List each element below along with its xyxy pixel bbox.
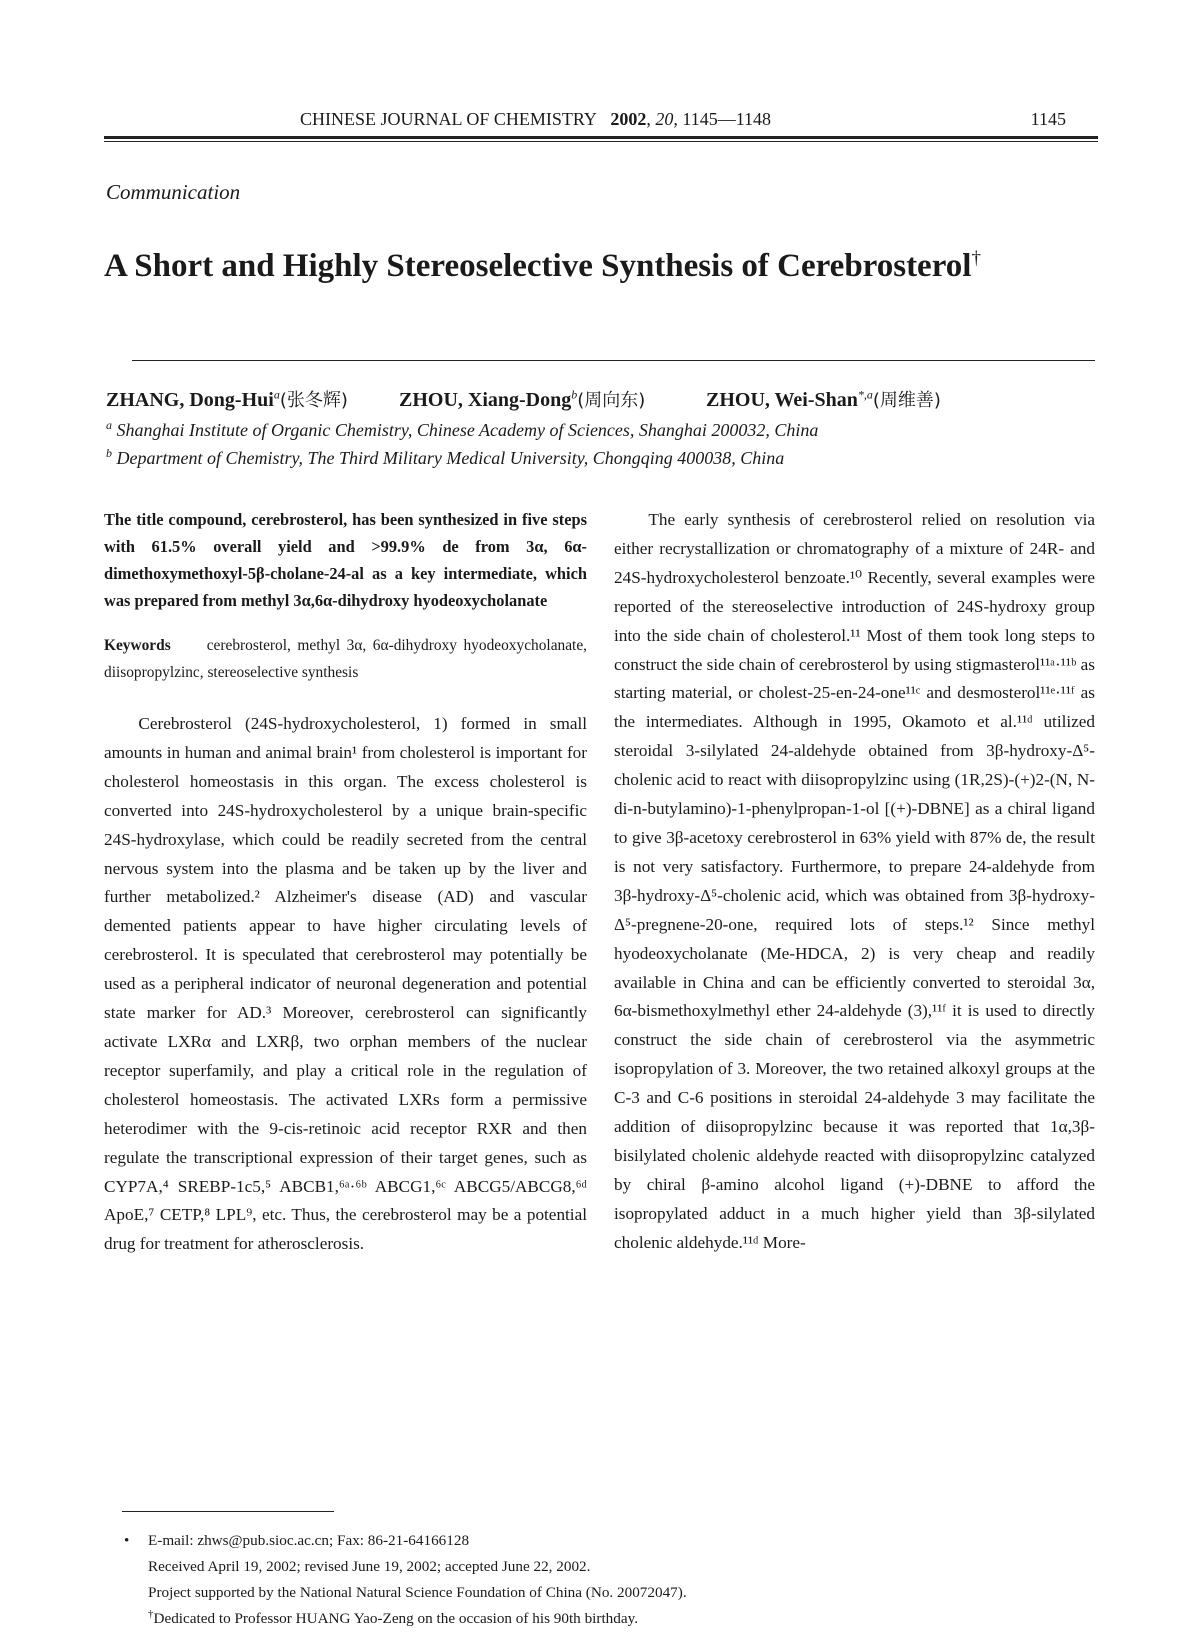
footnotes	[124, 1528, 1028, 1632]
email-text: E-mail: zhws@pub.sioc.ac.cn; Fax: 86-21-64166128	[148, 1532, 470, 1549]
right-column-paragraph: The early synthesis of cerebrosterol relied on resolution via either recrystallization or chromatography of a mixture of 24R- and 24S-hydroxycholesterol benzoate.¹⁰ Recently, several examples were reported of the stereoselective introduction of 24S-hydroxy group into the side chain of cholesterol.¹¹ Most of them took long steps to construct the side chain of cerebrosterol by using stigmasterol¹¹ᵃ·¹¹ᵇ as starting material, or cholest-25-en-24-one¹¹ᶜ and desmosterol¹¹ᵉ·¹¹ᶠ as the intermediates. Although in 1995, Okamoto et al.¹¹ᵈ utilized steroidal 3-silylated 24-aldehyde obtained from 3β-hydroxy-Δ⁵-cholenic acid to react with diisopropylzinc using (1R,2S)-(+)2-(N, N-di-n-butylamino)-1-phenylpropan-1-ol [(+)-DBNE] as a chiral ligand to give 3β-acetoxy cerebrosterol in 63% yield with 87% de, the result is not very satisfactory. Furthermore, to prepare 24-aldehyde from 3β-hydroxy-Δ⁵-cholenic acid, which was obtained from 3β-hydroxy-Δ⁵-pregnene-20-one, required lots of steps.¹² Since methyl hyodeoxycholanate (Me-HDCA, 2) is very cheap and readily available in China and can be efficiently converted to steroidal 3α, 6α-bismethoxylmethyl ether 24-aldehyde (3),¹¹ᶠ it is used to directly construct the side chain of cerebrosterol via the asymmetric isopropylation of 3. Moreover, the two retained alkoxyl groups at the C-3 and C-6 positions in steroidal 24-aldehyde 3 may facilitate the addition of diisopropylzinc because it was reported that 1α,3β-bisilylated cholenic aldehyde reacted with diisopropylzinc catalyzed by chiral β-amino alcohol ligand (+)-DBNE to afford the isopropylated adduct in a much higher yield than 3β-silylated cholenic aldehyde.¹¹ᵈ More-	[614, 510, 1095, 1252]
journal-pages: 1145—1148	[682, 109, 772, 129]
author-chinese-name: (张冬辉)	[279, 390, 348, 411]
journal-citation: CHINESE JOURNAL OF CHEMISTRY 2002, 20, 1145—1148	[300, 109, 772, 129]
header-rule-thin	[104, 141, 1098, 142]
author-2	[399, 384, 645, 417]
affiliation-text: Shanghai Institute of Organic Chemistry, Chinese Academy of Sciences, Shanghai 200032, China	[116, 420, 819, 440]
dedication-text: Dedicated to Professor HUANG Yao-Zeng on the occasion of his 90th birthday.	[153, 1610, 638, 1627]
section-label: Communication	[106, 180, 241, 204]
left-column	[104, 506, 587, 1259]
title-text: A Short and Highly Stereoselective Synthesis of Cerebrosterol	[104, 248, 972, 284]
header-rule-thick	[104, 136, 1098, 139]
affiliation-b	[106, 445, 784, 471]
author-sup: b	[571, 387, 578, 402]
author-1	[106, 384, 348, 417]
journal-volume: 20	[655, 109, 674, 129]
intro-paragraph: Cerebrosterol (24S-hydroxycholesterol, 1) formed in small amounts in human and animal brain¹ from cholesterol is important for cholesterol homeostasis in this organ. The excess cholesterol is converted into 24S-hydroxycholesterol by a unique brain-specific 24S-hydroxylase, which could be readily secreted from the central nervous system into the plasma and be taken up by the liver and further metabolized.² Alzheimer's disease (AD) and vascular demented patients appear to have higher circulating levels of cerebrosterol. It is speculated that cerebrosterol may potentially be used as a peripheral indicator of neuronal degeneration and potential state marker for AD.³ Moreover, cerebrosterol can significantly activate LXRα and LXRβ, two orphan members of the nuclear receptor superfamily, and play a critical role in the regulation of cholesterol homeostasis. The activated LXRs form a permissive heterodimer with the 9-cis-retinoic acid receptor RXR and then regulate the transcriptional expression of their target genes, such as CYP7A,⁴ SREBP-1c5,⁵ ABCB1,⁶ᵃ·⁶ᵇ ABCG1,⁶ᶜ ABCG5/ABCG8,⁶ᵈ ApoE,⁷ CETP,⁸ LPL⁹, etc. Thus, the cerebrosterol may be a potential drug for treatment for atherosclerosis.	[104, 714, 587, 1254]
author-sup: a	[273, 387, 280, 402]
author-name: ZHANG, Dong-Hui	[106, 389, 274, 411]
running-head	[104, 104, 1084, 134]
footnote-dedication	[148, 1606, 1028, 1632]
right-column	[614, 506, 1095, 1258]
keywords-text: cerebrosterol, methyl 3α, 6α-dihydroxy hyodeoxycholanate, diisopropylzinc, stereoselective synthesis	[104, 637, 587, 681]
affiliation-text: Department of Chemistry, The Third Military Medical University, Chongqing 400038, China	[116, 448, 785, 468]
affiliation-a	[106, 417, 818, 443]
page-number: 1145	[1030, 109, 1066, 129]
journal-year: 2002	[610, 109, 647, 129]
author-list	[106, 384, 1096, 416]
footnote-rule	[122, 1511, 334, 1512]
keywords	[104, 632, 587, 686]
author-name: ZHOU, Xiang-Dong	[399, 389, 572, 411]
author-chinese-name: (周向东)	[577, 390, 646, 411]
author-3	[706, 384, 941, 417]
bullet-icon: •	[124, 1532, 130, 1549]
footnote-received: Received April 19, 2002; revised June 19, 2002; accepted June 22, 2002.	[148, 1558, 591, 1575]
author-name: ZHOU, Wei-Shan	[706, 389, 858, 411]
author-chinese-name: (周维善)	[872, 390, 941, 411]
footnote-email	[124, 1528, 1028, 1554]
keywords-label: Keywords	[104, 637, 171, 654]
article-title	[104, 240, 1094, 292]
title-rule	[132, 360, 1095, 361]
dagger-mark: †	[148, 1607, 154, 1620]
title-dagger: †	[971, 248, 981, 269]
journal-name: CHINESE JOURNAL OF CHEMISTRY	[300, 109, 597, 129]
affiliation-sup: b	[106, 446, 112, 460]
author-sup: *,a	[857, 387, 873, 402]
affiliation-sup: a	[106, 418, 112, 432]
abstract: The title compound, cerebrosterol, has been synthesized in five steps with 61.5% overall yield and >99.9% de from 3α, 6α-dimethoxymethoxyl-5β-cholane-24-al as a key intermediate, which was prepared from methyl 3α,6α-dihydroxy hyodeoxycholanate	[104, 510, 587, 610]
footnote-project: Project supported by the National Natural Science Foundation of China (No. 20072047).	[148, 1584, 687, 1601]
